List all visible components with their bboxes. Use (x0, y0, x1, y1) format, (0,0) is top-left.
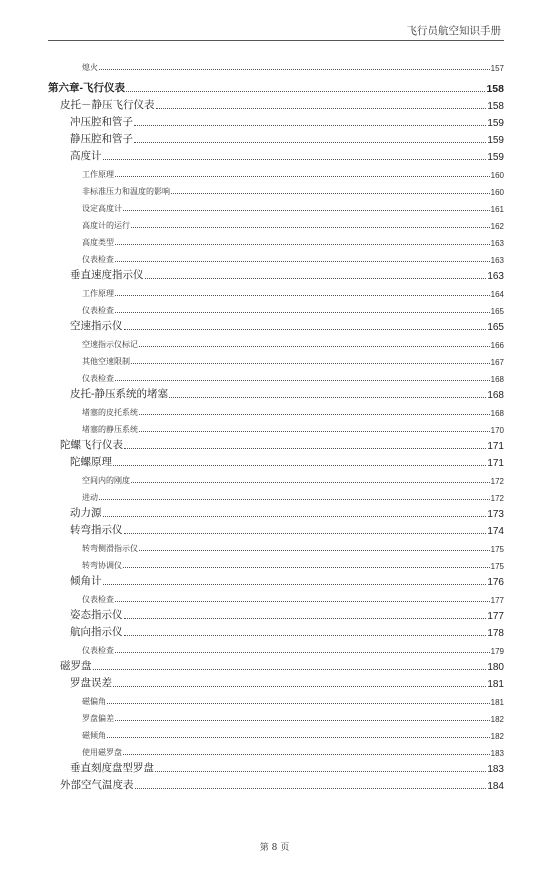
toc-entry-page: 172 (490, 494, 504, 503)
dot-leader (115, 243, 490, 245)
toc-entry[interactable] (48, 707, 504, 724)
toc-entry-page: 183 (487, 764, 504, 775)
toc-entry[interactable] (48, 401, 504, 418)
toc-entry-title: 航向指示仪 (70, 626, 123, 638)
toc-entry-title: 倾角计 (70, 575, 102, 587)
toc-entry-title: 高度计 (70, 150, 102, 162)
dot-leader (113, 685, 486, 687)
toc-entry-title: 进动 (82, 493, 98, 502)
dot-leader (171, 192, 490, 194)
dot-leader (115, 719, 490, 721)
toc-entry-title: 姿态指示仪 (70, 609, 123, 621)
toc-entry-page: 177 (490, 596, 504, 605)
dot-leader (169, 396, 486, 398)
toc-entry[interactable] (48, 554, 504, 571)
dot-leader (139, 345, 490, 347)
dot-leader (103, 515, 487, 517)
toc-entry-title: 静压腔和管子 (70, 133, 133, 145)
toc-entry[interactable] (48, 146, 504, 163)
dot-leader (131, 226, 490, 228)
toc-entry-page: 181 (490, 698, 504, 707)
toc-entry-title: 罗盘偏差 (82, 714, 114, 723)
toc-entry[interactable] (48, 265, 504, 282)
toc-entry-page: 168 (490, 375, 504, 384)
toc-entry-title: 仪表检查 (82, 374, 114, 383)
toc-entry-page: 163 (490, 256, 504, 265)
toc-entry-title: 高度类型 (82, 238, 114, 247)
toc-entry-page: 176 (487, 577, 504, 588)
toc-entry-title: 动力源 (70, 507, 102, 519)
toc-entry-title: 转弯侧滑指示仪 (82, 544, 138, 553)
toc-entry-title: 熄火 (82, 63, 98, 72)
toc-entry-page: 171 (487, 441, 504, 452)
toc-entry[interactable] (48, 469, 504, 486)
toc-entry-page: 159 (487, 152, 504, 163)
toc-entry-title: 工作原理 (82, 289, 114, 298)
toc-entry[interactable] (48, 656, 504, 673)
page-header (48, 22, 504, 41)
toc-entry[interactable] (48, 163, 504, 180)
toc-entry-page: 159 (487, 118, 504, 129)
dot-leader (123, 566, 490, 568)
toc-entry-page: 160 (490, 171, 504, 180)
toc-entry-title: 堵塞的皮托系统 (82, 408, 138, 417)
toc-entry[interactable] (48, 452, 504, 469)
toc-entry[interactable] (48, 231, 504, 248)
toc-entry-page: 170 (490, 426, 504, 435)
toc-entry-title: 冲压腔和管子 (70, 116, 133, 128)
header-title: 飞行员航空知识手册 (406, 25, 501, 37)
toc-entry-page: 159 (487, 135, 504, 146)
dot-leader (124, 447, 486, 449)
toc-entry-page: 184 (487, 781, 504, 792)
dot-leader (115, 651, 490, 653)
toc-entry-title: 工作原理 (82, 170, 114, 179)
toc-entry-title: 仪表检查 (82, 595, 114, 604)
toc-entry[interactable] (48, 537, 504, 554)
toc-entry-page: 166 (490, 341, 504, 350)
toc-entry[interactable] (48, 248, 504, 265)
toc-entry-page: 175 (490, 562, 504, 571)
toc-entry-title: 陀螺飞行仪表 (60, 439, 123, 451)
toc-entry[interactable] (48, 639, 504, 656)
dot-leader (139, 549, 490, 551)
toc-entry-page: 173 (487, 509, 504, 520)
toc-entry-title: 皮托－静压飞行仪表 (60, 99, 155, 111)
toc-entry[interactable] (48, 214, 504, 231)
dot-leader (134, 124, 486, 126)
dot-leader (131, 362, 490, 364)
toc-entry-page: 161 (490, 205, 504, 214)
toc-entry[interactable] (48, 299, 504, 316)
toc-entry-page: 180 (487, 662, 504, 673)
toc-entry[interactable] (48, 724, 504, 741)
toc-entry-page: 158 (487, 101, 504, 112)
toc-entry-title: 外部空气温度表 (60, 779, 134, 791)
toc-entry-title: 仪表检查 (82, 255, 114, 264)
toc-entry[interactable] (48, 503, 504, 520)
toc-entry-title: 仪表检查 (82, 646, 114, 655)
toc-entry-page: 178 (487, 628, 504, 639)
toc-entry-page: 157 (490, 64, 504, 73)
toc-entry[interactable] (48, 588, 504, 605)
dot-leader (134, 141, 486, 143)
toc-entry[interactable] (48, 605, 504, 622)
toc-entry[interactable] (48, 384, 504, 401)
dot-leader (103, 158, 487, 160)
toc-entry[interactable] (48, 690, 504, 707)
toc-entry[interactable] (48, 129, 504, 146)
toc-entry[interactable] (48, 180, 504, 197)
toc-entry-page: 168 (490, 409, 504, 418)
toc-entry-title: 仪表检查 (82, 306, 114, 315)
toc-entry-title: 转弯协调仪 (82, 561, 122, 570)
toc-entry-title: 磁偏角 (82, 697, 106, 706)
dot-leader (124, 328, 487, 330)
toc-entry[interactable] (48, 435, 504, 452)
dot-leader (123, 753, 490, 755)
toc-entry-title: 非标准压力和温度的影响 (82, 187, 170, 196)
dot-leader (115, 311, 490, 313)
dot-leader (156, 107, 487, 109)
dot-leader (124, 617, 487, 619)
toc-entry-title: 罗盘误差 (70, 677, 112, 689)
toc-entry-title: 垂直速度指示仪 (70, 269, 144, 281)
toc-entry[interactable] (48, 333, 504, 350)
toc-entry[interactable] (48, 112, 504, 129)
toc-entry[interactable] (48, 775, 504, 792)
toc-entry-page: 163 (487, 271, 504, 282)
toc-entry[interactable] (48, 73, 504, 95)
toc-entry[interactable] (48, 367, 504, 384)
dot-leader (126, 90, 485, 92)
toc-entry-page: 175 (490, 545, 504, 554)
toc-entry-page: 165 (490, 307, 504, 316)
toc-entry[interactable] (48, 418, 504, 435)
toc-entry[interactable] (48, 673, 504, 690)
toc-entry[interactable] (48, 486, 504, 503)
dot-leader (124, 532, 487, 534)
dot-leader (115, 600, 490, 602)
toc-entry[interactable] (48, 622, 504, 639)
dot-leader (115, 379, 490, 381)
toc-entry-page: 164 (490, 290, 504, 299)
dot-leader (145, 277, 487, 279)
toc-entry-page: 172 (490, 477, 504, 486)
toc-entry[interactable] (48, 758, 504, 775)
toc-entry-title: 磁倾角 (82, 731, 106, 740)
toc-entry-page: 158 (486, 83, 504, 95)
dot-leader (155, 770, 486, 772)
toc-entry[interactable] (48, 350, 504, 367)
toc-entry-title: 使用磁罗盘 (82, 748, 122, 757)
dot-leader (99, 498, 490, 500)
toc-entry-title: 皮托-静压系统的堵塞 (70, 388, 169, 400)
toc-entry-page: 162 (490, 222, 504, 231)
dot-leader (135, 787, 487, 789)
toc-entry-page: 179 (490, 647, 504, 656)
toc-entry-title: 空速指示仪标记 (82, 340, 138, 349)
toc-entry-title: 堵塞的静压系统 (82, 425, 138, 434)
toc-entry[interactable] (48, 56, 504, 73)
toc-entry-page: 160 (490, 188, 504, 197)
toc-entry-title: 设定高度计 (82, 204, 122, 213)
dot-leader (93, 668, 487, 670)
dot-leader (124, 634, 487, 636)
dot-leader (139, 430, 490, 432)
toc-entry-title: 垂直刻度盘型罗盘 (70, 762, 154, 774)
dot-leader (107, 702, 490, 704)
toc-entry-title: 其他空速限制 (82, 357, 130, 366)
toc-entry[interactable] (48, 571, 504, 588)
page-footer: 第 8 页 (259, 843, 290, 853)
toc-entry[interactable] (48, 95, 504, 112)
toc-entry[interactable] (48, 316, 504, 333)
dot-leader (139, 413, 490, 415)
dot-leader (123, 209, 490, 211)
toc-entry-title: 空间内的刚度 (82, 476, 130, 485)
dot-leader (107, 736, 490, 738)
toc-entry-page: 182 (490, 715, 504, 724)
dot-leader (131, 481, 490, 483)
toc-entry-page: 177 (487, 611, 504, 622)
toc-entry-page: 182 (490, 732, 504, 741)
toc-entry-title: 第六章-飞行仪表 (48, 82, 125, 94)
toc-entry-title: 高度计的运行 (82, 221, 130, 230)
toc-entry-title: 空速指示仪 (70, 320, 123, 332)
table-of-contents (48, 56, 504, 792)
toc-entry[interactable] (48, 741, 504, 758)
toc-entry-page: 168 (487, 390, 504, 401)
toc-entry[interactable] (48, 282, 504, 299)
toc-entry-page: 174 (487, 526, 504, 537)
toc-entry[interactable] (48, 197, 504, 214)
toc-entry-title: 陀螺原理 (70, 456, 112, 468)
toc-entry-page: 167 (490, 358, 504, 367)
toc-entry-page: 163 (490, 239, 504, 248)
toc-entry-page: 171 (487, 458, 504, 469)
dot-leader (115, 294, 490, 296)
toc-entry-page: 165 (487, 322, 504, 333)
toc-entry-title: 磁罗盘 (60, 660, 92, 672)
dot-leader (113, 464, 486, 466)
dot-leader (115, 175, 490, 177)
toc-entry-page: 183 (490, 749, 504, 758)
toc-entry-page: 181 (487, 679, 504, 690)
dot-leader (115, 260, 490, 262)
dot-leader (99, 68, 490, 70)
toc-entry-title: 转弯指示仪 (70, 524, 123, 536)
dot-leader (103, 583, 487, 585)
toc-entry[interactable] (48, 520, 504, 537)
